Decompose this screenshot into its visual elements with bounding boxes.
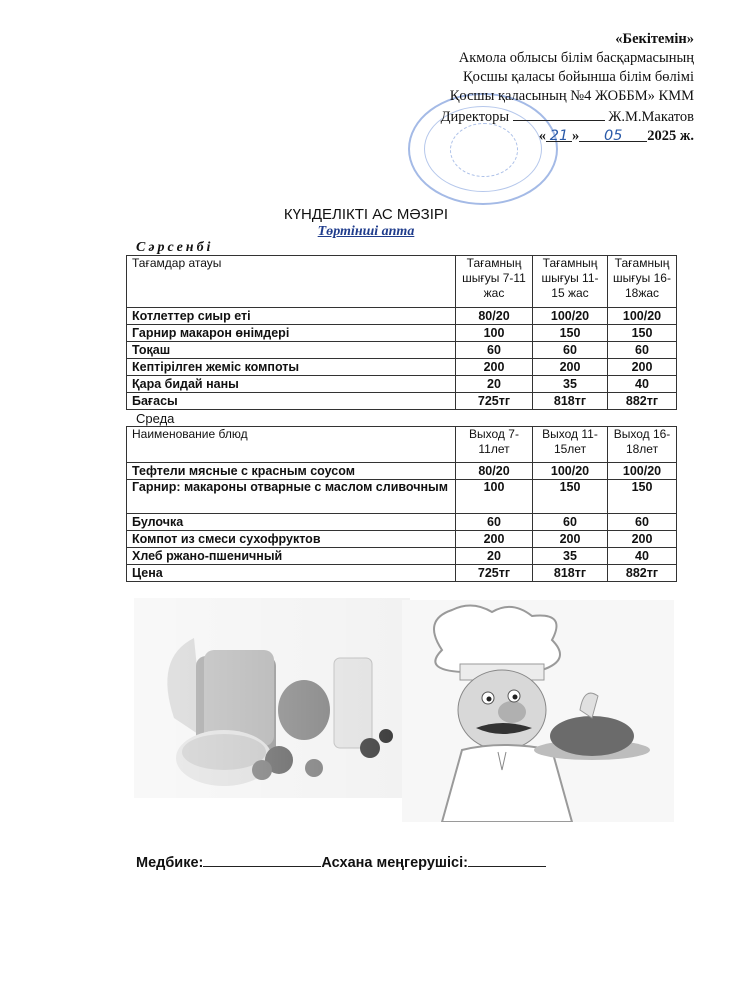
date-quote-close: » <box>571 128 580 144</box>
table-row <box>127 308 677 325</box>
price-row <box>127 565 677 582</box>
header-dish-name: Тағамдар атауы <box>127 256 456 308</box>
yield-11-15: 35 <box>533 548 608 565</box>
table-header-row <box>127 256 677 308</box>
header-dish-name: Наименование блюд <box>127 427 456 463</box>
director-line <box>441 106 694 127</box>
approval-title: «Бекітемін» <box>615 31 694 47</box>
chef-illustration-svg <box>402 600 674 822</box>
price-7-11: 725тг <box>456 565 533 582</box>
table-row <box>127 463 677 480</box>
yield-16-18: 200 <box>608 359 677 376</box>
dish-name: Тефтели мясные с красным соусом <box>127 463 456 480</box>
yield-11-15: 150 <box>533 325 608 342</box>
dish-name: Компот из смеси сухофруктов <box>127 531 456 548</box>
yield-11-15: 60 <box>533 342 608 359</box>
approval-line-2: Қосшы қаласы бойынша білім бөлімі <box>462 69 694 85</box>
yield-11-15: 35 <box>533 376 608 393</box>
signature-footer <box>136 853 546 871</box>
table-row <box>127 480 677 514</box>
yield-16-18: 150 <box>608 480 677 514</box>
approval-line-3: Қосшы қаласының №4 ЖОББМ» КММ <box>449 88 694 104</box>
dish-name: Гарнир: макароны отварные с маслом сливочным <box>127 480 456 514</box>
yield-16-18: 100/20 <box>608 308 677 325</box>
date-month: 05 <box>579 127 647 142</box>
dish-name: Булочка <box>127 514 456 531</box>
director-signature-line <box>513 106 605 121</box>
yield-16-18: 60 <box>608 342 677 359</box>
table-row <box>127 376 677 393</box>
price-16-18: 882тг <box>608 393 677 410</box>
table-row <box>127 531 677 548</box>
yield-11-15: 100/20 <box>533 463 608 480</box>
director-name: Ж.М.Макатов <box>608 109 694 125</box>
price-label: Цена <box>127 565 456 582</box>
yield-11-15: 200 <box>533 359 608 376</box>
food-illustration <box>134 598 410 798</box>
food-illustration-svg <box>134 598 410 798</box>
yield-16-18: 40 <box>608 548 677 565</box>
menu-table-russian <box>126 426 677 582</box>
dish-name: Қара бидай наны <box>127 376 456 393</box>
price-row <box>127 393 677 410</box>
yield-16-18: 150 <box>608 325 677 342</box>
yield-11-15: 150 <box>533 480 608 514</box>
approval-line-1: Акмола облысы білім басқармасының <box>458 50 694 66</box>
yield-7-11: 200 <box>456 531 533 548</box>
yield-16-18: 100/20 <box>608 463 677 480</box>
yield-7-11: 80/20 <box>456 463 533 480</box>
approval-block <box>441 30 694 146</box>
cook-signature-line <box>468 853 546 867</box>
header-yield-11-15: Тағамның шығуы 11-15 жас <box>533 256 608 308</box>
dish-name: Гарнир макарон өнімдері <box>127 325 456 342</box>
week-label: Төртінші апта <box>317 224 415 239</box>
yield-7-11: 100 <box>456 325 533 342</box>
dish-name: Кептірілген жеміс компоты <box>127 359 456 376</box>
table-row <box>127 359 677 376</box>
header-yield-11-15: Выход 11-15лет <box>533 427 608 463</box>
header-yield-7-11: Тағамның шығуы 7-11 жас <box>456 256 533 308</box>
menu-title: КҮНДЕЛІКТІ АС МӘЗІРІ <box>283 206 449 223</box>
yield-7-11: 60 <box>456 342 533 359</box>
table-row <box>127 548 677 565</box>
header-yield-16-18: Выход 16-18лет <box>608 427 677 463</box>
yield-11-15: 100/20 <box>533 308 608 325</box>
header-yield-7-11: Выход 7-11лет <box>456 427 533 463</box>
header-yield-16-18: Тағамның шығуы 16-18жас <box>608 256 677 308</box>
table-row <box>127 342 677 359</box>
approval-date <box>441 127 694 146</box>
dish-name: Хлеб ржано-пшеничный <box>127 548 456 565</box>
dish-name: Котлеттер сиыр еті <box>127 308 456 325</box>
dish-name: Тоқаш <box>127 342 456 359</box>
nurse-signature-line <box>203 853 321 867</box>
table-row <box>127 325 677 342</box>
table-row <box>127 514 677 531</box>
table-header-row <box>127 427 677 463</box>
yield-16-18: 200 <box>608 531 677 548</box>
yield-7-11: 60 <box>456 514 533 531</box>
yield-7-11: 200 <box>456 359 533 376</box>
price-11-15: 818тг <box>533 393 608 410</box>
yield-7-11: 100 <box>456 480 533 514</box>
date-year: 2025 ж. <box>647 128 694 144</box>
yield-11-15: 60 <box>533 514 608 531</box>
yield-7-11: 20 <box>456 376 533 393</box>
price-16-18: 882тг <box>608 565 677 582</box>
price-11-15: 818тг <box>533 565 608 582</box>
nurse-label: Медбике: <box>136 855 204 871</box>
date-day: 21 <box>546 127 572 142</box>
yield-16-18: 40 <box>608 376 677 393</box>
director-label: Директоры <box>440 109 510 125</box>
chef-illustration <box>402 600 674 822</box>
day-label-kazakh: Сәрсенбі <box>136 240 214 255</box>
menu-table-kazakh <box>126 255 677 410</box>
cook-label: Асхана меңгерушісі: <box>321 855 468 871</box>
yield-7-11: 80/20 <box>456 308 533 325</box>
price-7-11: 725тг <box>456 393 533 410</box>
yield-7-11: 20 <box>456 548 533 565</box>
price-label: Бағасы <box>127 393 456 410</box>
day-label-russian: Среда <box>136 411 175 426</box>
yield-11-15: 200 <box>533 531 608 548</box>
date-quote-open: « <box>538 128 546 144</box>
yield-16-18: 60 <box>608 514 677 531</box>
